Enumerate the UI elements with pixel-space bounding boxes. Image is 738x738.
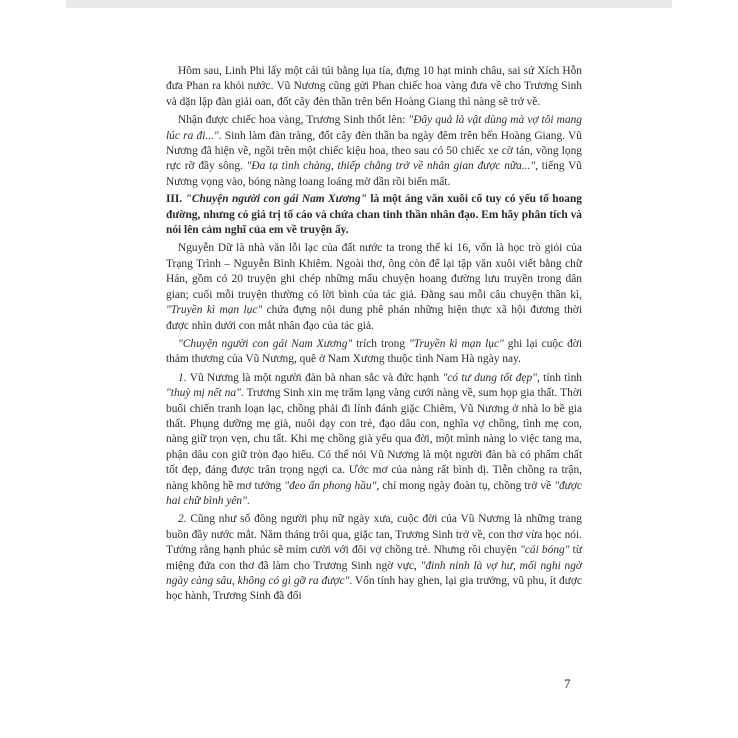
- paragraph-text: Nhận được chiếc hoa vàng, Trương Sinh thốt lên:: [178, 114, 409, 127]
- quote-text: "thuỳ mị nết na": [166, 387, 241, 400]
- quote-text: "đinh ninh là vợ hư, mối nghi ngờ ngày càng sâu, không có gì gỡ ra được": [166, 559, 582, 587]
- item-number: 1.: [178, 371, 187, 384]
- quote-text: "Đa tạ tình chàng, thiếp chẳng trở về nhân gian được nữa...": [246, 160, 536, 173]
- quote-text: "Truyền kì mạn lục": [166, 304, 263, 317]
- paragraph-text: . Vốn tính hay ghen, lại gia trưởng, vũ phu, ít được học hành, Trương Sinh đã đối: [166, 575, 582, 603]
- section-heading: [166, 192, 582, 238]
- quote-text: "cái bóng": [520, 544, 570, 557]
- paragraph-3: [166, 241, 582, 333]
- item-number: 2.: [178, 513, 187, 526]
- paragraph-text: , tiếng Vũ Nương vọng vào, bóng nàng loang loáng mờ dần rồi biến mất.: [166, 160, 582, 188]
- top-page-edge: [66, 0, 672, 8]
- paragraph-text: Cũng như số đông người phụ nữ ngày xưa, cuộc đời của Vũ Nương là những trang buồn đầy nước mắt. Năm tháng trôi qua, giặc tan, Trương Sinh trở về, con thơ vừa học nói. Tưởng rằng hạnh phúc sẽ mỉm cười với đôi vợ chồng trẻ. Nhưng rồi chuyện: [166, 513, 582, 557]
- heading-number: III.: [166, 193, 186, 206]
- paragraph-text: , tính tình: [536, 371, 582, 384]
- paragraph-text: Hôm sau, Linh Phi lấy một cái túi bằng lụa tía, đựng 10 hạt minh châu, sai sứ Xích Hỗn đưa Phan ra khỏi nước. Vũ Nương cũng gửi Phan chiếc hoa vàng đưa về cho Trương Sinh và dặn lập đàn giải oan, đốt cây đèn thần trên bến Hoàng Giang thì nàng sẽ trở về.: [166, 65, 582, 108]
- quote-text: "Chuyện người con gái Nam Xương": [178, 337, 353, 350]
- quote-text: "Truyền kì mạn lục": [408, 337, 504, 350]
- paragraph-text: , chỉ mong ngày đoàn tụ, chồng trở về: [376, 479, 555, 492]
- paragraph-text: .: [246, 494, 250, 507]
- paragraph-4: [166, 337, 582, 368]
- paragraph-text: Nguyễn Dữ là nhà văn lỗi lạc của đất nước ta trong thế kỉ 16, vốn là học trò giỏi của Trạng Trình – Nguyễn Bỉnh Khiêm. Ngoài thơ, ông còn để lại tập văn xuôi viết bằng chữ Hán, gồm có 20 truyện ghi chép những mẩu chuyện hoang đường lưu truyền trong dân gian; cuối mỗi truyện thường có lời bình của tác giả. Đằng sau mỗi câu chuyện thần kì,: [166, 242, 582, 301]
- quote-text: "có tư dung tốt đẹp": [442, 371, 537, 384]
- quote-text: "đeo ấn phong hầu": [284, 479, 377, 492]
- paragraph-6: [166, 512, 582, 604]
- page-number: 7: [564, 676, 571, 691]
- book-page: [166, 64, 582, 605]
- paragraph-5: [166, 371, 582, 510]
- paragraph-text: từ miệng đứa con thơ đã làm cho Trương Sinh ngờ vực,: [166, 544, 582, 572]
- quote-text: "Đây quả là vật dùng mà vợ tôi mang lúc ra đi...": [166, 114, 582, 142]
- heading-text: là một áng văn xuôi cổ tuy có yếu tố hoang đường, nhưng có giá trị tố cáo và chứa chan tinh thần nhân đạo. Em hãy phân tích và nói lên cảm nghĩ của em về truyện ấy.: [166, 193, 582, 237]
- paragraph-text: ghi lại cuộc đời thảm thương của Vũ Nương, quê ở Nam Xương thuộc tỉnh Nam Hà ngày nay.: [166, 337, 582, 366]
- paragraph-2: [166, 113, 582, 190]
- paragraph-1: [166, 64, 582, 110]
- paragraph-text: . Trương Sinh xin mẹ trăm lạng vàng cưới nàng về, sum họp gia thất. Thời buổi chiến tranh loạn lạc, chồng phải đi lính đánh giặc Chiêm, Vũ Nương ở nhà lo bề gia thất. Phụng dưỡng mẹ già, nuôi dạy con trẻ, đạo dâu con, nghĩa vợ chồng, tình mẹ con, nàng giữ trọn vẹn, chu tất. Khi mẹ chồng già yếu qua đời, một mình nàng lo việc tang ma, phận dâu con giữ tròn đạo hiếu. Có thể nói Vũ Nương là một người đàn bà có phẩm chất tốt đẹp, đáng được trân trọng ngợi ca. Ước mơ của nàng rất bình dị. Tiễn chồng ra trận, nàng không hề mơ tưởng: [166, 387, 583, 492]
- quote-text: "được hai chữ bình yên": [166, 479, 583, 507]
- paragraph-text: trích trong: [352, 337, 409, 350]
- paragraph-text: chứa đựng nội dung phê phán những hiện thực xã hội đương thời được nhìn dưới con mắt nhân đạo của tác giả.: [166, 304, 582, 332]
- heading-quote: "Chuyện người con gái Nam Xương": [185, 193, 367, 206]
- paragraph-text: . Sinh làm đàn tràng, đốt cây đèn thần ba ngày đêm trên bến Hoàng Giang. Vũ Nương đã hiện về, ngồi trên một chiếc kiệu hoa, theo sau có 50 chiếc xe cờ tán, võng lọng rực rỡ đầy sông.: [166, 129, 582, 173]
- paragraph-text: Vũ Nương là một người đàn bà nhan sắc và đức hạnh: [186, 371, 443, 384]
